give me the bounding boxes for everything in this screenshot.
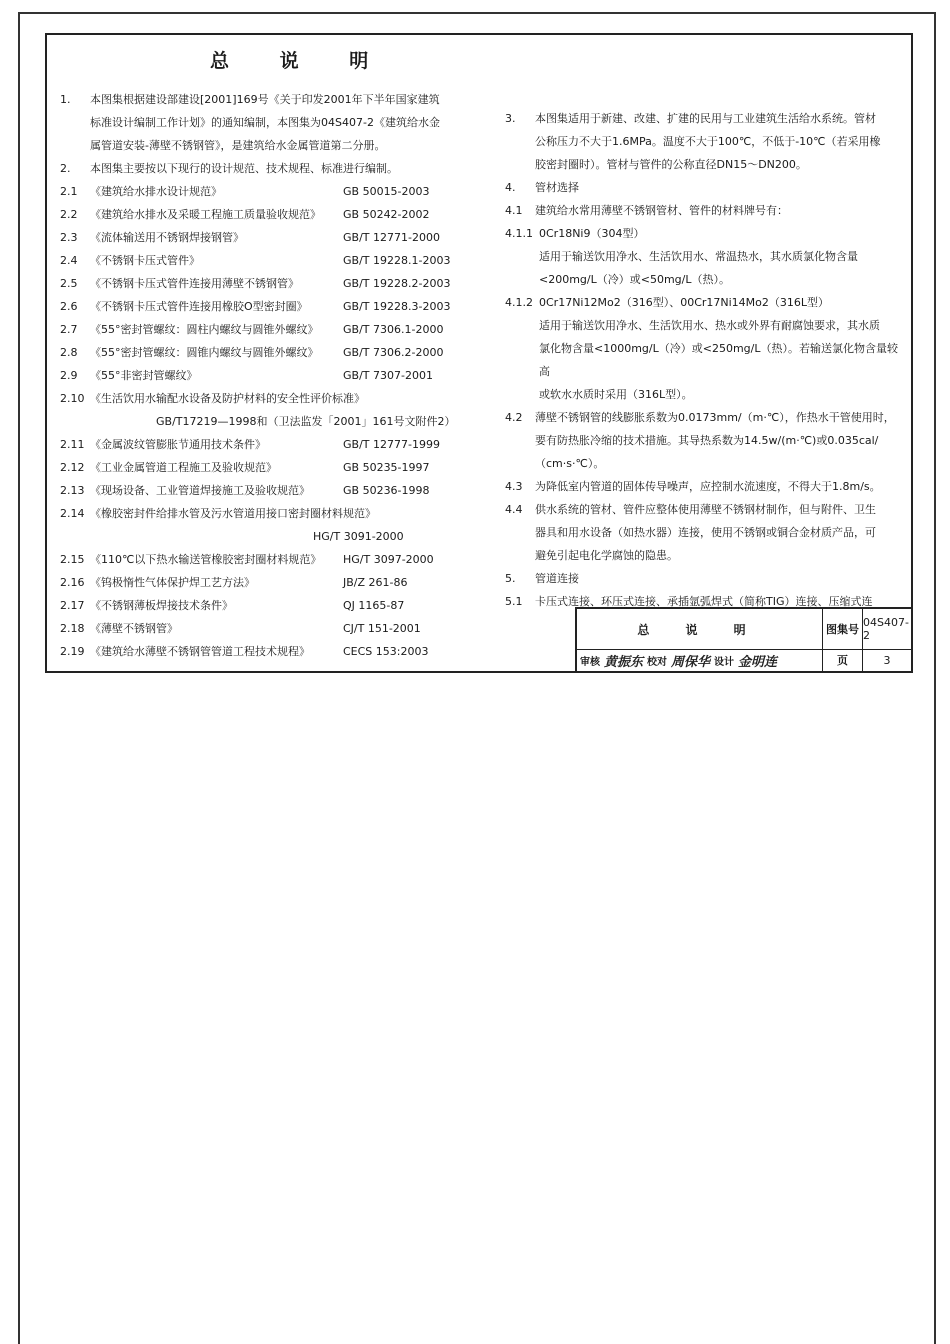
- reference-number: 2.4: [60, 254, 78, 267]
- section-2: [60, 157, 460, 180]
- reference-number: 2.6: [60, 300, 78, 313]
- section-4: [505, 176, 905, 199]
- reference-row: [60, 203, 460, 226]
- reference-number: 2.14: [60, 507, 85, 520]
- section-number: 1.: [60, 93, 71, 106]
- check-signature: 周保华: [671, 654, 711, 670]
- section-text-line: 器具和用水设备（如热水器）连接，使用不锈钢或铜合金材质产品，可: [535, 526, 876, 539]
- section-3-line: 公称压力不大于1.6MPa。温度不大于100℃，不低于-10℃（若采用橡: [535, 135, 881, 148]
- reference-name: 《110℃以下热水输送管橡胶密封圈材料规范》: [90, 553, 322, 566]
- reference-code: QJ 1165-87: [343, 599, 405, 612]
- reference-number: 2.13: [60, 484, 85, 497]
- title-block-row: [577, 609, 911, 650]
- reference-row: [60, 272, 460, 295]
- reference-name: 《橡胶密封件给排水管及污水管道用接口密封圈材料规范》: [90, 507, 376, 520]
- reference-name: 《不锈钢卡压式管件连接用薄壁不锈钢管》: [90, 277, 299, 290]
- reference-row: [60, 456, 460, 479]
- section-text: 卡压式连接、环压式连接、承插氩弧焊式（简称TIG）连接、压缩式连: [535, 595, 873, 608]
- reference-row: [60, 364, 460, 387]
- reference-number: 2.17: [60, 599, 85, 612]
- reference-code: GB/T 19228.1-2003: [343, 254, 451, 267]
- reference-row: [60, 594, 460, 617]
- reference-name: 《55°密封管螺纹：圆柱内螺纹与圆锥外螺纹》: [90, 323, 319, 336]
- section-number: 4.1.2: [505, 296, 533, 309]
- reference-code: GB/T 7306.2-2000: [343, 346, 444, 359]
- material-grade: 0Cr18Ni9（304型）: [539, 227, 645, 240]
- section-text-line: 适用于输送饮用净水、生活饮用水、常温热水，其水质氯化物含量: [539, 250, 858, 263]
- title-block: [575, 607, 911, 671]
- right-column: [505, 107, 905, 613]
- review-signature: 黄振东: [604, 654, 644, 670]
- reference-number: 2.2: [60, 208, 78, 221]
- section-4-3: [505, 475, 905, 498]
- reference-code: GB/T 12771-2000: [343, 231, 440, 244]
- design-signature: 金明连: [738, 654, 778, 670]
- section-text-line: 适用于输送饮用净水、生活饮用水、热水或外界有耐腐蚀要求，其水质: [539, 319, 880, 332]
- section-heading: 管材选择: [535, 181, 579, 194]
- reference-row: [60, 295, 460, 318]
- reference-code: CECS 153:2003: [343, 645, 429, 658]
- material-grade: 0Cr17Ni12Mo2（316型）、00Cr17Ni14Mo2（316L型）: [539, 296, 830, 309]
- reference-code: GB/T 7306.1-2000: [343, 323, 444, 336]
- section-text-line: （cm·s·℃）。: [535, 457, 605, 470]
- reference-row: [60, 249, 460, 272]
- reference-number: 2.11: [60, 438, 85, 451]
- section-text-line: <200mg/L（冷）或<50mg/L（热）。: [539, 273, 730, 286]
- reference-code: GB/T 19228.2-2003: [343, 277, 451, 290]
- section-text: 建筑给水常用薄壁不锈钢管材、管件的材料牌号有：: [535, 204, 788, 217]
- section-number: 4.4: [505, 503, 523, 516]
- reference-number: 2.18: [60, 622, 85, 635]
- section-number: 3.: [505, 112, 516, 125]
- reference-code: HG/T 3097-2000: [343, 553, 434, 566]
- reference-name: 《生活饮用水输配水设备及防护材料的安全性评价标准》: [90, 392, 365, 405]
- section-text-line: 要有防热胀冷缩的技术措施。其导热系数为14.5w/(m·℃)或0.035cal/: [535, 434, 879, 447]
- review-label: 审核: [580, 656, 600, 668]
- reference-number: 2.1: [60, 185, 78, 198]
- reference-number: 2.5: [60, 277, 78, 290]
- section-text-line: 避免引起电化学腐蚀的隐患。: [535, 549, 678, 562]
- page-label: 页: [822, 649, 862, 671]
- section-1-line: 本图集根据建设部建设[2001]169号《关于印发2001年下半年国家建筑: [90, 93, 440, 106]
- reference-number: 2.15: [60, 553, 85, 566]
- reference-code: GB 50235-1997: [343, 461, 430, 474]
- reference-name: 《钨极惰性气体保护焊工艺方法》: [90, 576, 255, 589]
- section-text-line: 薄壁不锈钢管的线膨胀系数为0.0173mm/（m·℃），作热水干管使用时，: [535, 411, 895, 424]
- reference-row: [60, 226, 460, 249]
- reference-name: 《不锈钢卡压式管件连接用橡胶O型密封圈》: [90, 300, 308, 313]
- reference-name: 《薄壁不锈钢管》: [90, 622, 178, 635]
- reference-name: 《55°非密封管螺纹》: [90, 369, 198, 382]
- reference-number: 2.7: [60, 323, 78, 336]
- reference-code: GB 50242-2002: [343, 208, 430, 221]
- reference-code: HG/T 3091-2000: [313, 530, 404, 543]
- reference-number: 2.9: [60, 369, 78, 382]
- reference-number: 2.3: [60, 231, 78, 244]
- reference-name: 《不锈钢薄板焊接技术条件》: [90, 599, 233, 612]
- reference-name: 《流体输送用不锈钢焊接钢管》: [90, 231, 244, 244]
- reference-row: [60, 387, 460, 410]
- reference-number: 2.16: [60, 576, 85, 589]
- reference-name: 《55°密封管螺纹：圆锥内螺纹与圆锥外螺纹》: [90, 346, 319, 359]
- reference-number: 2.12: [60, 461, 85, 474]
- check-label: 校对: [647, 656, 668, 668]
- reference-code: JB/Z 261-86: [343, 576, 408, 589]
- title-block-title: 总 说 明: [637, 622, 762, 637]
- reference-row: [60, 617, 460, 640]
- section-number: 5.: [505, 572, 516, 585]
- reference-name: 《建筑给水排水设计规范》: [90, 185, 222, 198]
- title-block-row: [577, 649, 911, 671]
- section-4-1-2: [505, 291, 905, 314]
- section-number: 2.: [60, 162, 71, 175]
- section-number: 4.1.1: [505, 227, 533, 240]
- section-2-text: 本图集主要按以下现行的设计规范、技术规程、标准进行编制。: [90, 162, 398, 175]
- signature-row: [577, 649, 822, 671]
- reference-continuation: GB/T17219—1998和（卫法监发「2001」161号文附件2）: [156, 415, 456, 428]
- reference-name: 《不锈钢卡压式管件》: [90, 254, 200, 267]
- section-number: 4.3: [505, 480, 523, 493]
- reference-name: 《工业金属管道工程施工及验收规范》: [90, 461, 277, 474]
- section-text-line: 或软水水质时采用（316L型）。: [539, 388, 693, 401]
- reference-code: CJ/T 151-2001: [343, 622, 421, 635]
- section-4-2: [505, 406, 905, 475]
- reference-name: 《现场设备、工业管道焊接施工及验收规范》: [90, 484, 310, 497]
- reference-row: [60, 318, 460, 341]
- reference-row: [60, 640, 460, 663]
- reference-code: GB 50015-2003: [343, 185, 430, 198]
- design-label: 设计: [714, 656, 735, 668]
- section-4-4: [505, 498, 905, 567]
- section-1-line: 属管道安装-薄壁不锈钢管》，是建筑给水金属管道第二分册。: [90, 139, 386, 152]
- reference-row: [60, 180, 460, 203]
- reference-code: GB/T 19228.3-2003: [343, 300, 451, 313]
- atlas-number-label: 图集号: [822, 609, 862, 649]
- reference-number: 2.8: [60, 346, 78, 359]
- document-title: 总 说 明: [210, 50, 391, 72]
- reference-row: [60, 548, 460, 571]
- section-text: 为降低室内管道的固体传导噪声，应控制水流速度，不得大于1.8m/s。: [535, 480, 881, 493]
- section-number: 4.2: [505, 411, 523, 424]
- reference-row: [60, 571, 460, 594]
- reference-number: 2.19: [60, 645, 85, 658]
- section-number: 5.1: [505, 595, 523, 608]
- section-5: [505, 567, 905, 590]
- page-number: 3: [862, 649, 911, 671]
- section-number: 4.: [505, 181, 516, 194]
- reference-code: GB 50236-1998: [343, 484, 430, 497]
- left-column: [60, 88, 460, 663]
- reference-row: [60, 479, 460, 502]
- section-text-line: 氯化物含量<1000mg/L（冷）或<250mg/L（热）。若输送氯化物含量较高: [539, 342, 898, 378]
- atlas-number: 04S407-2: [862, 609, 911, 649]
- section-1: [60, 88, 460, 157]
- reference-row: [60, 341, 460, 364]
- reference-row: [60, 502, 460, 525]
- section-3-line: 胶密封圈时）。管材与管件的公称直径DN15～DN200。: [535, 158, 807, 171]
- reference-row: [60, 433, 460, 456]
- section-text-line: 供水系统的管材、管件应整体使用薄壁不锈钢材制作，但与附件、卫生: [535, 503, 876, 516]
- section-3: [505, 107, 905, 176]
- reference-code: GB/T 12777-1999: [343, 438, 440, 451]
- section-number: 4.1: [505, 204, 523, 217]
- section-4-1-1: [505, 222, 905, 245]
- section-3-line: 本图集适用于新建、改建、扩建的民用与工业建筑生活给水系统。管材: [535, 112, 876, 125]
- section-4-1: [505, 199, 905, 222]
- reference-name: 《建筑给水薄壁不锈钢管管道工程技术规程》: [90, 645, 310, 658]
- reference-number: 2.10: [60, 392, 85, 405]
- section-heading: 管道连接: [535, 572, 579, 585]
- section-1-line: 标准设计编制工作计划》的通知编制，本图集为04S407-2《建筑给水金: [90, 116, 440, 129]
- reference-name: 《建筑给水排水及采暖工程施工质量验收规范》: [90, 208, 321, 221]
- reference-code: GB/T 7307-2001: [343, 369, 433, 382]
- reference-name: 《金属波纹管膨胀节通用技术条件》: [90, 438, 266, 451]
